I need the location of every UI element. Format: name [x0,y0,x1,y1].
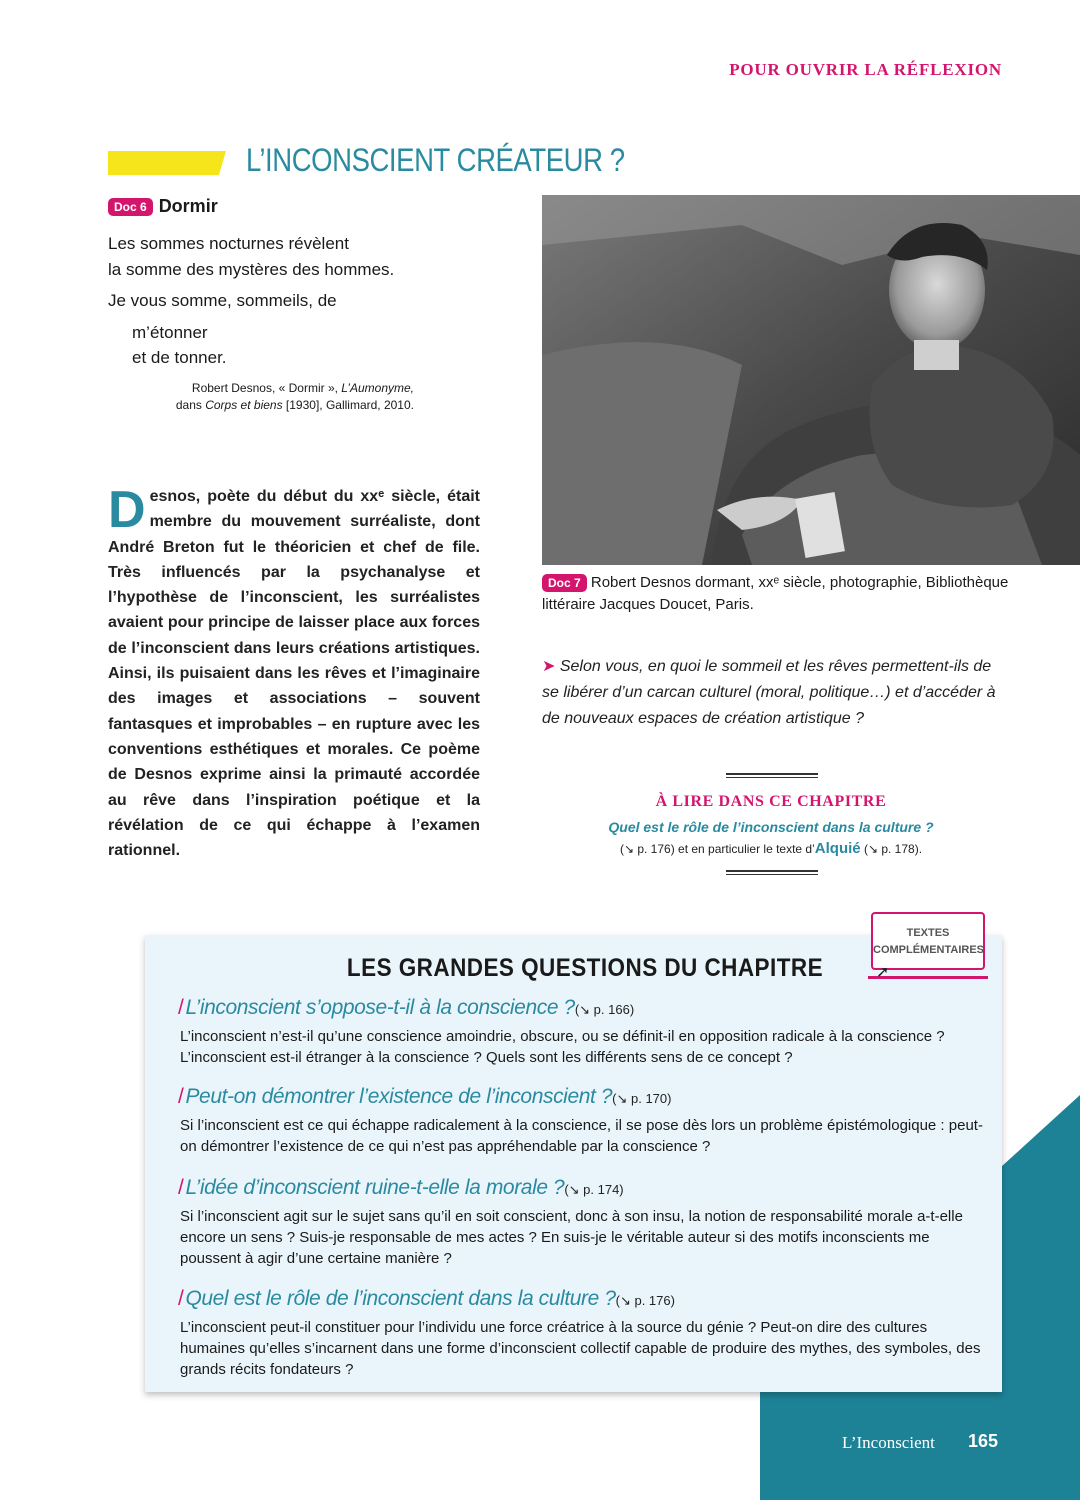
reflection-question: ➤ Selon vous, en quoi le sommeil et les rêves permettent-ils de se libérer d’un carcan culturel (moral, politique…) et d’accéder à de nouveaux espaces de création artistique ? [542,658,996,727]
chapter-question-3-body: Si l’inconscient agit sur le sujet sans qu’il en soit conscient, donc à son insu, la notion de responsabilité morale a-t-elle encore un sens ? Suis-je responsable de mes actes ? En suis-je le véritable auteur si des motifs inconscients me poussent à agir d’une certaine manière ? [180,1208,963,1267]
poem-line-1: Les sommes nocturnes révèlent [108,234,349,253]
chapter-question-3[interactable]: /L’idée d’inconscient ruine-t-elle la morale ?(↘ p. 174) [178,1176,624,1199]
arrow-icon: ➤ [542,658,556,675]
poem-line-5: et de tonner. [132,348,227,367]
page-number: 165 [968,1431,999,1451]
divider [726,870,818,875]
chapter-question-1-body: L’inconscient n’est-il qu’une conscience amoindrie, obscure, ou se définit-il en opposition radicale à la conscience ? L’inconscient est-il étranger à la conscience ? Quels sont les différents sens de ce concept ? [180,1028,945,1066]
poem-line-2: la somme des mystères des hommes. [108,260,395,279]
a-lire-reference: (↘ p. 176) et en particulier le texte d’Alquié (↘ p. 178). [619,840,923,857]
poem-line-4: m’étonner [132,323,208,342]
doc6-title: Dormir [158,196,218,216]
title-accent-bar [108,151,226,175]
photo-desnos-sleeping [542,195,1080,565]
doc7-badge: Doc 7 [542,574,587,592]
chapter-question-2-body: Si l’inconscient est ce qui échappe radicalement à la conscience, il se pose dès lors un problème épistémologique : peut-on démontrer l’existence de ce qui n’est pas appréhendable par la conscience ? [180,1117,983,1155]
chapter-question-2[interactable]: /Peut-on démontrer l’existence de l’inconscient ?(↘ p. 170) [178,1085,672,1108]
footer-chapter: L’Inconscient [842,1433,935,1452]
divider [726,773,818,778]
doc6-heading [108,196,218,217]
a-lire-title: À LIRE DANS CE CHAPITRE [655,793,887,810]
intro-paragraph: Desnos, poète du début du xxᵉ siècle, était membre du mouvement surréaliste, dont André Breton fut le théoricien et chef de file. Très influencés par la psychanalyse et l’hypothèse de l’inconscient, les surréalistes avaient pour principe de laisser place aux forces de l’inconscient dans leurs créations artistiques. Ainsi, ils puisaient dans les rêves et l’imaginaire des images et associations – souvent fantasques et improbables – en rupture avec les conventions esthétiques et morales. Ce poème de Desnos exprime ainsi la primauté accordée au rêve dans l’inspiration poétique et la révélation de ce qui échappe à l’examen rationnel. [108,481,480,860]
doc6-badge: Doc 6 [108,198,153,216]
poem-source-line-2: dans Corps et biens [1930], Gallimard, 2010. [175,398,414,412]
dropcap: D [108,481,146,539]
cursor-arrow-icon: ➚ [876,964,890,981]
author-link: Alquié [814,840,861,857]
chapter-question-4-body: L’inconscient peut-il constituer pour l’individu une force créatrice à la source du génie ? Peut-on dire des cultures humaines qu’elles s’incarnent dans une forme d’inconscient collectif capable de produire des mythes, des symboles, des grands récits fondateurs ? [180,1319,981,1378]
section-label: POUR OUVRIR LA RÉFLEXION [729,60,1002,79]
chapter-questions-title: LES GRANDES QUESTIONS DU CHAPITRE [346,954,824,982]
a-lire-question: Quel est le rôle de l’inconscient dans la culture ? [608,819,934,835]
chapter-question-4[interactable]: /Quel est le rôle de l’inconscient dans la culture ?(↘ p. 176) [178,1287,675,1310]
poem-line-3: Je vous somme, sommeils, de [108,291,337,310]
poem-source-line-1: Robert Desnos, « Dormir », L’Aumonyme, [191,381,414,395]
doc7-caption: Doc 7 Robert Desnos dormant, xxᵉ siècle, photographie, Bibliothèque littéraire Jacques Doucet, Paris. [542,574,1009,613]
page-title: L’INCONSCIENT CRÉATEUR ? [246,142,625,178]
chapter-question-1[interactable]: /L’inconscient s’oppose-t-il à la conscience ?(↘ p. 166) [178,996,635,1019]
textes-complementaires-button[interactable]: TEXTES COMPLÉMENTAIRES [871,912,985,970]
